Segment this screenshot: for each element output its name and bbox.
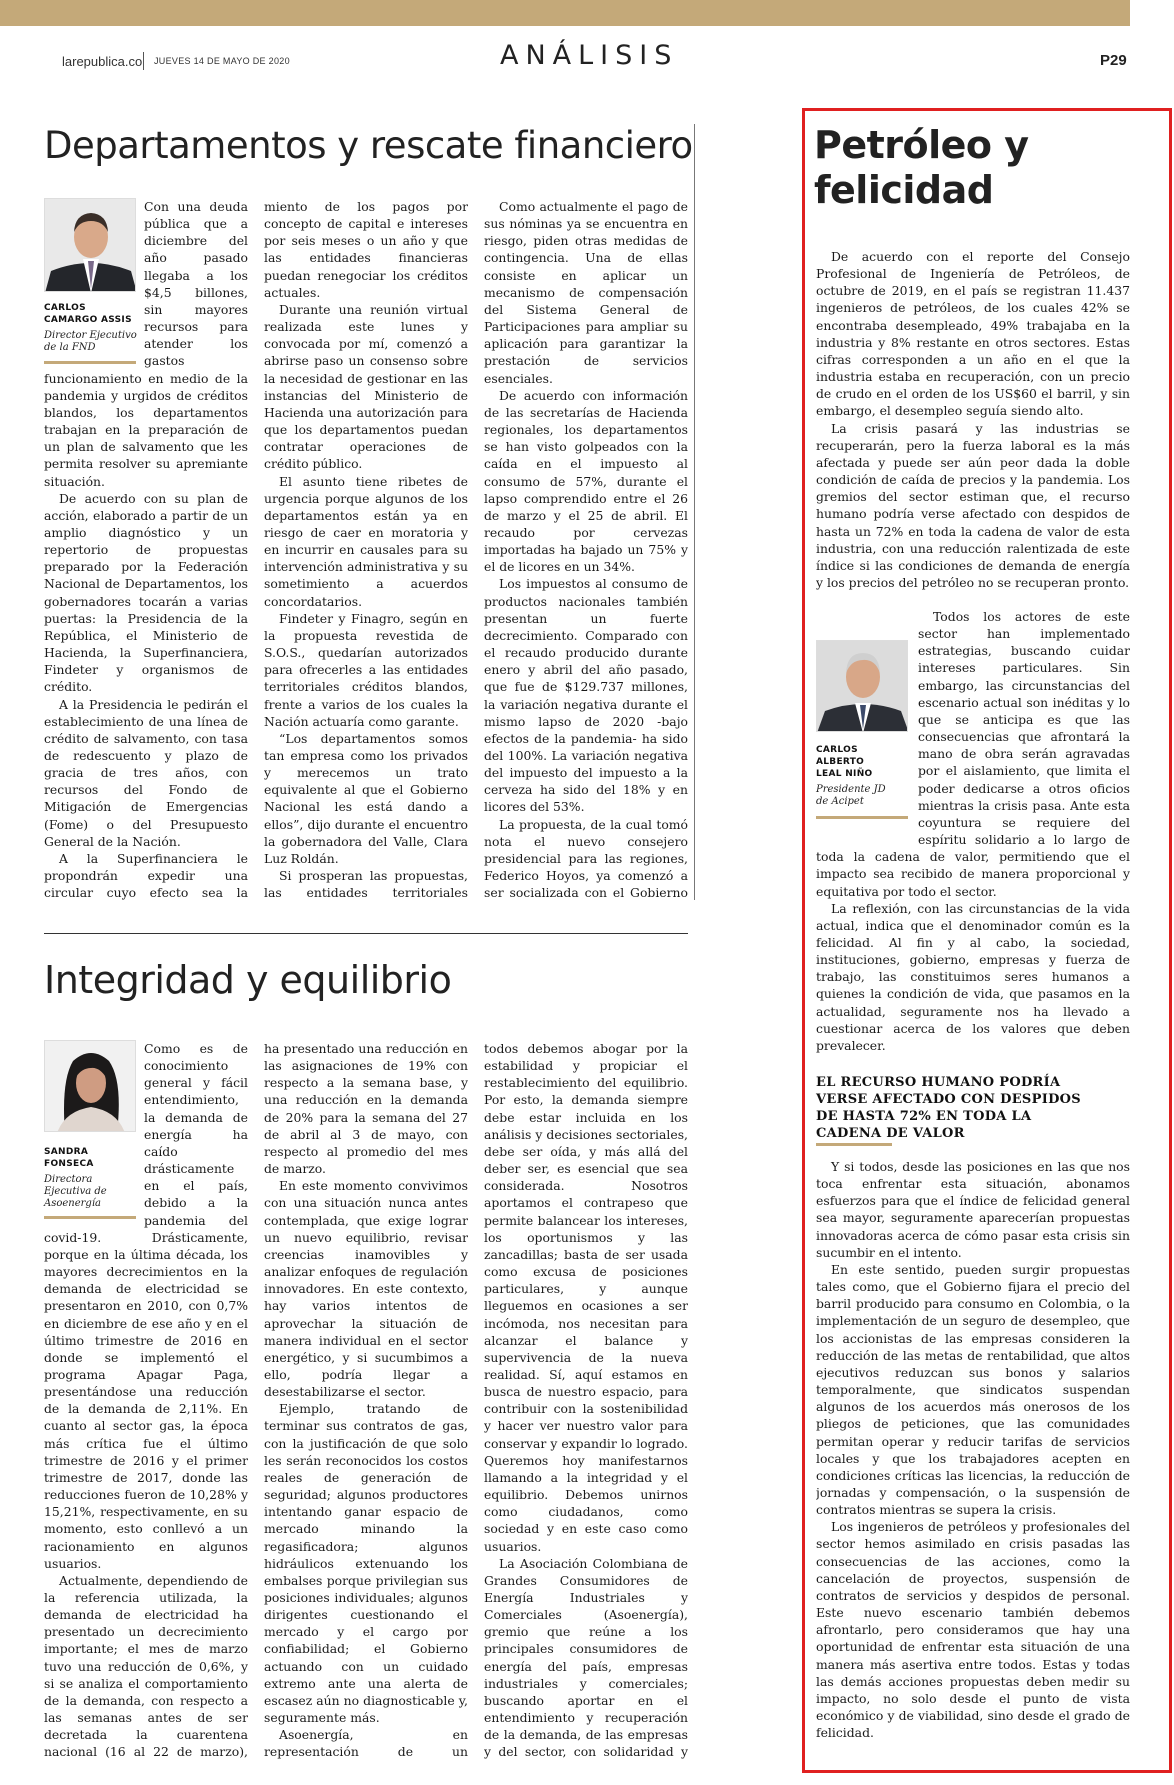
top-accent-bar xyxy=(0,0,1130,26)
article1-col2-p2: Durante una reunión virtual realizada este lunes y convocada por mí, comenzó a abrirse paso un consenso sobre la necesidad de gestionar en las instancias del Ministerio de Hacienda una autorización para que los departamentos puedan contratar operaciones de crédito público. xyxy=(264,301,468,472)
article3-p4: La reflexión, con las circunstancias de la vida actual, indica que el denominador común es la felicidad. Al fin y al cabo, la sociedad, instituciones, gobierno, empresas y fuerza de trabajo, las constituimos seres humanos a quienes la condición de vida, que pasamos en la actualidad, seguramente nos ha llevado a cuestionar acerca de los valores que deben prevalecer. xyxy=(816,900,1130,1053)
article2-column-3 xyxy=(484,1040,688,1760)
page-number: P29 xyxy=(1100,52,1127,69)
pull-quote-rule xyxy=(816,1143,892,1146)
article2-col3-p2: La Asociación Colombiana de Grandes Consumidores de Energía Industriales y Comerciales (Asoenergía), gremio que reúne a los principales consumidores de energía del país, empresas industriales y comerciales; buscando aportar en el entendimiento y recuperación de la demanda, de las empresas y del sector, con solidaridad y xyxy=(484,1555,688,1760)
article3-mid-text xyxy=(816,608,1130,1060)
photo-wrap-spacer xyxy=(44,1040,144,1226)
article3-author-role: Presidente JD de Acipet xyxy=(816,784,886,807)
article1-col2-p3: El asunto tiene ribetes de urgencia porque algunos de los departamentos están ya en riesgo de caer en moratoria y en incurrir en causales para su intervención administrativa y su sometimiento a acuerdos concordatarios. xyxy=(264,473,468,609)
issue-date: JUEVES 14 DE MAYO DE 2020 xyxy=(154,56,290,66)
section-title: ANÁLISIS xyxy=(500,40,679,71)
article1-col2-p4: Findeter y Finagro, según en la propuesta revestida de S.O.S., quedarían autorizados para ofrecerles a las entidades territoriales créditos blandos, frente a varios de los cuales la Nación actuaría como garante. xyxy=(264,610,468,729)
article1-col2-p6: Si prosperan las propuestas, las entidades territoriales xyxy=(264,868,468,901)
article3-bottom-text xyxy=(816,1158,1130,1766)
article1-col2-p5: “Los departamentos somos tan empresa como los privados y merecemos un trato equivalente al que el Gobierno Nacional les está dando a ellos”, dijo durante el encuentro la gobernadora del Valle, Clara Luz Roldán. xyxy=(264,730,468,866)
article3-p5: Y si todos, desde las posiciones en las que nos toca enfrentar esta situación, abonamos esfuerzos para que el índice de felicidad general sea mayor, seguramente aparecerían propuestas innovadoras acerca de cómo pasar esta crisis sin sucumbir en el intento. xyxy=(816,1159,1130,1260)
article1-right-rule xyxy=(694,124,695,900)
article3-p1: De acuerdo con el reporte del Consejo Profesional de Ingeniería de Petróleos, de octubre de 2019, en el país se registran 11.437 ingenieros de petróleos, de los cuales 42% se encontraba desempleado, 49% trabajaba en la industria y 8% restante en otros sectores. Estas cifras corresponden a un año en el que la industria estaba en recuperación, con un precio de crudo en el orden de los US$60 el barril, y sin embargo, el desempleo seguía siendo alto. xyxy=(816,249,1130,419)
article3-title: Petróleo y felicidad xyxy=(814,123,1029,212)
article1-col1-p1: Con una deuda pública que a diciembre del año pasado llegaba a los $4,5 billones, sin mayores recursos para atender los gastos funcionamiento en medio de la pandemia y urgidos de créditos blandos, los departamentos trabajan en la preparación de un plan de salvamento que les permita resolver su apremiante situación. xyxy=(44,199,248,489)
article1-col3-p3: Los impuestos al consumo de productos nacionales también presentan un fuerte decrecimiento. Comparado con el recaudo producido durante enero y abril del año pasado, que fue de $129.737 millones, la variación negativa durante el mismo lapso de 2020 -bajo efectos de la pandemia- ha sido del 100%. La variación negativa del impuesto del impuesto a la cerveza ha sido del 18% y en licores del 53%. xyxy=(484,576,688,815)
article3-p6: En este sentido, pueden surgir propuestas tales como, que el Gobierno fijara el precio del barril producido para consumo en Colombia, o la implementación de un seguro de desempleo, que los accionistas de las empresas consideren la reducción de las metas de rentabilidad, que altos ejecutivos reduzcan sus bonos y salarios temporalmente, que sindicatos suspendan algunos de los acuerdos más onerosos de los pliegos de peticiones, que las comunidades permitan operar y reducir tarifas de servicios locales y que los trabajadores acepten en condiciones críticas las licencias, la reducción de jornadas y compensación, o la suspensión de contratos mientras se supera la crisis. xyxy=(816,1261,1130,1518)
article3-p3: Todos los actores de este sector han implementado estrategias, buscando cuidar intereses particulares. Sin embargo, las circunstancias del escenario actual son inéditas y lo que se anticipa es que las consecuencias que afrontará la mano de obra serán agravadas por el aislamiento, que limita el poder dedicarse a otros oficios mientras la crisis pasa. Ante esta coyuntura se requiere del espíritu solidario a lo largo de toda la cadena de valor, permitiendo que el impacto sea recibido de manera proporcional y equitativa por todo el sector. xyxy=(816,609,1130,899)
article1-column-3 xyxy=(484,198,688,903)
article1-author-role: Director Ejecutivo de la FND xyxy=(44,330,137,353)
article1-title: Departamentos y rescate financiero xyxy=(44,124,693,167)
article3-top-text xyxy=(816,248,1130,608)
article2-title: Integridad y equilibrio xyxy=(44,958,452,1002)
article1-column-2 xyxy=(264,198,468,903)
article2-col1-p2: Actualmente, dependiendo de la referencia utilizada, la demanda de electricidad ha presentado un decrecimiento importante; el mes de marzo tuvo una reducción de 0,6%, y si se analiza el comportamiento de la demanda, con respecto a las semanas antes de ser decretada la cuarentena nacional (16 al 22 de marzo), xyxy=(44,1572,248,1760)
article3-p7: Los ingenieros de petróleos y profesionales del sector hemos asimilado en crisis pasadas las consecuencias de las acciones, como la cancelación de proyectos, suspensión de contratos de servicios y despidos de personal. Este nuevo escenario también debemos afrontarlo, pero consideramos que hay una oportunidad de enfrentar esta situación de una manera más asertiva entre todos. Estas y todas las demás acciones propuestas deben medir su impacto, no solo desde el punto de vista económico y de viabilidad, sino desde el grado de felicidad. xyxy=(816,1519,1130,1741)
article3-author-name: CARLOS ALBERTO LEAL NIÑO xyxy=(816,745,873,779)
article2-col3-p1: todos debemos abogar por la estabilidad y propiciar el restablecimiento del equilibrio. Por esto, la demanda siempre debe estar incluida en los análisis y decisiones sectoriales, debe ser oída, y más allá del deber ser, es esencial que sea considerada. Nosotros aportamos el contrapeso que permite balancear los intereses, los oportunismos y las zancadillas; basta de ser usada como excusa de posiciones particulares, y aunque lleguemos en ocasiones a ser incómoda, nos necesitan para alcanzar el balance y supervivencia de la nueva realidad. Sí, aquí estamos en busca de nuestro espacio, para contribuir con la sostenibilidad y hacer ver nuestro valor para conservar y expandir lo logrado. Queremos hoy manifestarnos llamando a la integridad y el equilibrio. Debemos unirnos como ciudadanos, como sociedad y en este caso como usuarios. xyxy=(484,1041,688,1554)
article1-col3-p4: La propuesta, de la cual tomó nota el nuevo consejero presidencial para las regiones, Federico Hoyos, ya comenzó a ser socializada con el Gobierno xyxy=(484,816,688,901)
article1-column-1 xyxy=(44,198,248,903)
article2-col2-p3: Ejemplo, tratando de terminar sus contratos de gas, con la justificación de que solo les serán reconocidos los costos reales de generación de seguridad; algunos productores intentando ganar espacio de mercado minando la regasificadora; algunos hidráulicos extenuando los embalses porque privilegian sus posiciones individuales; algunos dirigentes cuestionando el mercado y el cargo por confiabilidad; el Gobierno actuando con un cuidado extremo ante una alerta de escasez aún no diagnosticable y, seguramente más. xyxy=(264,1401,468,1726)
article2-col2-p1: ha presentado una reducción en las asignaciones de 19% con respecto a la semana base, y una reducción en la demanda de 20% para la semana del 27 de abril al 3 de mayo, con respecto al promedio del mes de marzo. xyxy=(264,1041,468,1177)
article1-col1-p4: A la Superfinanciera le propondrán expedir una circular cuyo efecto sea la xyxy=(44,850,248,901)
header-separator xyxy=(143,52,144,70)
photo-wrap-spacer xyxy=(816,608,918,834)
article1-col1-p2: De acuerdo con su plan de acción, elaborado a partir de un amplio diagnóstico y un repertorio de propuestas preparado por la Federación Nacional de Departamentos, los gobernadores tocarán a varias puertas: la Presidencia de la República, el Ministerio de Hacienda, la Superfinanciera, Findeter y organismos de crédito. xyxy=(44,490,248,695)
article2-column-2 xyxy=(264,1040,468,1760)
article2-col1-p1: Como es de conocimiento general y fácil entendimiento, la demanda de energía ha caído drásticamente en el país, debido a la pandemia del covid-19. Drásticamente, porque en la última década, los mayores decrecimientos en la demanda de electricidad se presentaron en 2010, con 0,7% en diciembre de ese año y en el último trimestre de 2016 en donde se implementó el programa Apagar Paga, presentándose una reducción de la demanda de 2,11%. En cuanto al sector gas, la época más crítica fue el último trimestre de 2016 y el primer trimestre de 2017, donde las reducciones fueron de 10,28% y 15,21%, respectivamente, en su momento, esto conllevó a un racionamiento en algunos usuarios. xyxy=(44,1041,248,1571)
article-divider xyxy=(44,933,688,934)
article2-col2-p2: En este momento convivimos con una situación nunca antes contemplada, que exige lograr un nuevo equilibrio, revisar creencias inamovibles y analizar enfoques de regulación innovadores. En este contexto, hay varios intentos de aprovechar la situación de manera individual en el sector energético, y si sucumbimos a ello, podría llegar a desestabilizarse el sector. xyxy=(264,1178,468,1400)
article1-author-name: CARLOS CAMARGO ASSIS xyxy=(44,303,132,325)
article1-col3-p1: Como actualmente el pago de sus nóminas ya se encuentra en riesgo, piden otras medidas de contingencia. Una de ellas consiste en aplicar un mecanismo de compensación del Sistema General de Participaciones para ampliar su aplicación para garantizar la prestación de servicios esenciales. xyxy=(484,199,688,386)
article3-p2: La crisis pasará y las industrias se recuperarán, pero la fuerza laboral es la más afectada y puede ser aún peor dada la doble condición de caída de precios y la pandemia. Los gremios del sector estiman que, el recurso humano podría verse afectado con despidos de hasta un 72% en toda la cadena de valor de esta industria, con una reducción ralentizada de este índice si las condiciones de demanda de energía y los precios del petróleo no se recuperan pronto. xyxy=(816,420,1130,590)
site-name: larepublica.co xyxy=(62,54,143,69)
article1-col2-p1: miento de los pagos por concepto de capital e intereses por seis meses o un año y que las entidades financieras puedan renegociar los créditos actuales. xyxy=(264,199,468,300)
article2-column-1 xyxy=(44,1040,248,1760)
pull-quote: EL RECURSO HUMANO PODRÍA VERSE AFECTADO CON DESPIDOS DE HASTA 72% EN TODA LA CADENA DE VALOR xyxy=(816,1075,1081,1141)
photo-wrap-spacer xyxy=(44,198,144,368)
article2-author-role: Directora Ejecutiva de Asoenergía xyxy=(44,1174,107,1209)
article1-col3-p2: De acuerdo con información de las secretarías de Hacienda regionales, los departamentos se han visto golpeados con la caída en el impuesto al consumo de 57%, durante el lapso comprendido entre el 26 de marzo y el 25 de abril. El recaudo por cervezas importadas ha bajado un 75% y el de licores en un 34%. xyxy=(484,387,688,575)
article2-col2-p4: Asoenergía, en representación de un xyxy=(264,1727,468,1760)
article2-author-name: SANDRA FONSECA xyxy=(44,1147,94,1169)
article1-col1-p3: A la Presidencia le pedirán el establecimiento de una línea de crédito de salvamento, con tasa de redescuento y plazo de gracia de tres años, con recursos del Fondo de Mitigación de Emergencias (Fome) o del Presupuesto General de la Nación. xyxy=(44,696,248,849)
